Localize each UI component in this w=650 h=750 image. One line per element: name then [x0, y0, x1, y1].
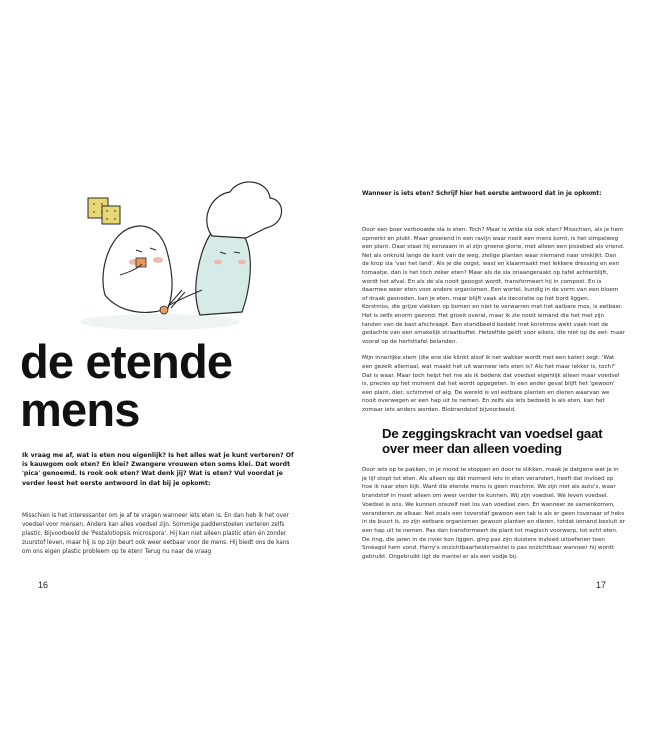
- chapter-title: [20, 335, 233, 436]
- right-page: [325, 0, 650, 750]
- body-paragraph: Misschien is het interessanter om je af te vragen wanneer iets eten is. En dan heb ik het over voedsel voor mensen. Anders kan alles voedsel zijn. Sommige paddenstoelen verteren zelfs plastic. Bijvoorbeeld de 'Pestalotiopsis microspora'. Hij kan niet alleen plastic eten én zonder zuurstof leven, maar hij is op zijn beurt ook weer eetbaar voor de mens. Hij biedt ons de kans om ons eigen plastic probleem op te eten! Terug nu naar de vraag: [22, 513, 290, 555]
- illustration-eating-figures: [50, 140, 300, 340]
- body-paragraph: Korstmos, die grijze vlekken op bomen en niet te verwarren met het aaibare mos, is eetbaar. Het is zelfs enorm gezond. Het groeit overal, maar ik zie nooit iemand die het met zijn tanden van de bast afschraapt. Een standbeeld bedekt met korstmos wekt vaak niet de gedachte van een smakelijk straatbuffet. Hetzelfde geldt voor eikels, die niet op de eet- maar vooral op de herfsttafel belanden.: [362, 304, 625, 345]
- figure-left: [103, 226, 172, 312]
- right-column: [362, 226, 625, 422]
- ground-shadow: [80, 314, 240, 330]
- page-number: 16: [38, 580, 49, 590]
- body-paragraph: Mijn innerlijke stem (die ene die klinkt alsof ik net wakker wordt met een kater) zegt: 'Wat een gezeik allemaal, wat maakt het uit wanneer iets eten is? Als het maar lekker is, toch?' Dat is waar. Maar toch helpt het me als ik bedenk dat voedsel eigenlijk alleen maar voedsel is, precies op het moment dat het wordt opgegeten. In een ander geval blijft het 'gewoon' een plant, dier, schimmel of alg. De wereld is vol eetbare planten en dieren waarvan we nooit overwegen er een hap uit te nemen. En zelfs als iets bedoeld is als eten, kan het zomaar iets anders worden. Biobrandstof bijvoorbeeld.: [362, 355, 620, 413]
- figure-chef: [160, 182, 282, 315]
- page-number: 17: [596, 580, 607, 590]
- section-heading: De zeggingskracht van voedsel gaat over meer dan alleen voeding: [382, 426, 603, 456]
- chapter-title-line: de etende: [20, 335, 233, 388]
- intro-paragraph: Ik vraag me af, wat is eten nou eigenlijk? Is het alles wat je kunt verteren? Of is kauwgom ook eten? En klei? Zwangere vrouwen eten soms klei. Dat wordt 'pica' genoemd. Is rook ook eten? Wat denk jij? Wat is eten? Vul voordat je verder leest het eerste antwoord in dat bij je opkomt:: [22, 452, 294, 487]
- body-paragraph: Door iets op te pakken, in je mond te stoppen en door te slikken, maak je datgene wat je in je lijf stopt tot eten. Als alleen op dát moment iets in eten verandert, heeft dat invloed op hoe ik naar eten kijk. Want die etende mens is geen machine. We zijn niet als auto's, waar brandstof in moet alleen om weer verder te kunnen. Wij zijn voedsel. We leven voedsel. Voedsel is ons. We kunnen onszelf niet los van voedsel zien. En wanneer ze samenkomen, veranderen ze elkaar. Net zoals een toverstaf gewoon een tak is als er geen tovenaar of heks in de buurt is, zo zijn eetbare organismen gewoon planten en dieren, totdat iemand besluit er een hap uit te nemen. Pas dan transformeert de plant tot magisch voorwerp, tot echt eten. De ring, die jaren in de rivier kon liggen, ging pas zijn duistere invloed uitoefenen toen Sméagol hem vond. Harry's onzichtbaarheidsmantel is pas onzichtbaar wanneer hij wordt gebruikt. Ongebruikt ligt de mantel er als een vodje bij.: [362, 467, 625, 561]
- question-prompt: Wanneer is iets eten? Schrijf hier het eerste antwoord dat in je opkomt:: [362, 191, 602, 197]
- chapter-title-line: mens: [20, 383, 140, 436]
- body-paragraph: Door een boer verbouwde sla is eten. Toch? Maar is wilde sla ook eten? Misschien, als je hem opmerkt en plukt. Maar groeiend in een ravijn waar nooit een mens komt, is het simpelweg een plant. Daar staat hij eenzaam in al zijn groene glorie, met alleen een pissebed als vriend. Net als onkruid langs de kant van de weg, zielige planten waar niemand naar omkijkt. Dan de krop sla 'van het land'. Als je die oogst, wast en klaarmaakt met lekkere dressing en een tomaatje, dan is het toch zéker eten? Maar als de sla onaangeraakt op tafel achterblijft, wordt het afval. En als de sla nooit geoogst wordt, transformeert hij in compost. En is daarmee weer eten voor andere organismen. Een wortel, kundig in de vorm van een bloem of draak gesneden, kan je eten, maar blijft vaak als decoratie op het bord liggen.: [362, 227, 625, 302]
- cracker-icon: [102, 206, 120, 224]
